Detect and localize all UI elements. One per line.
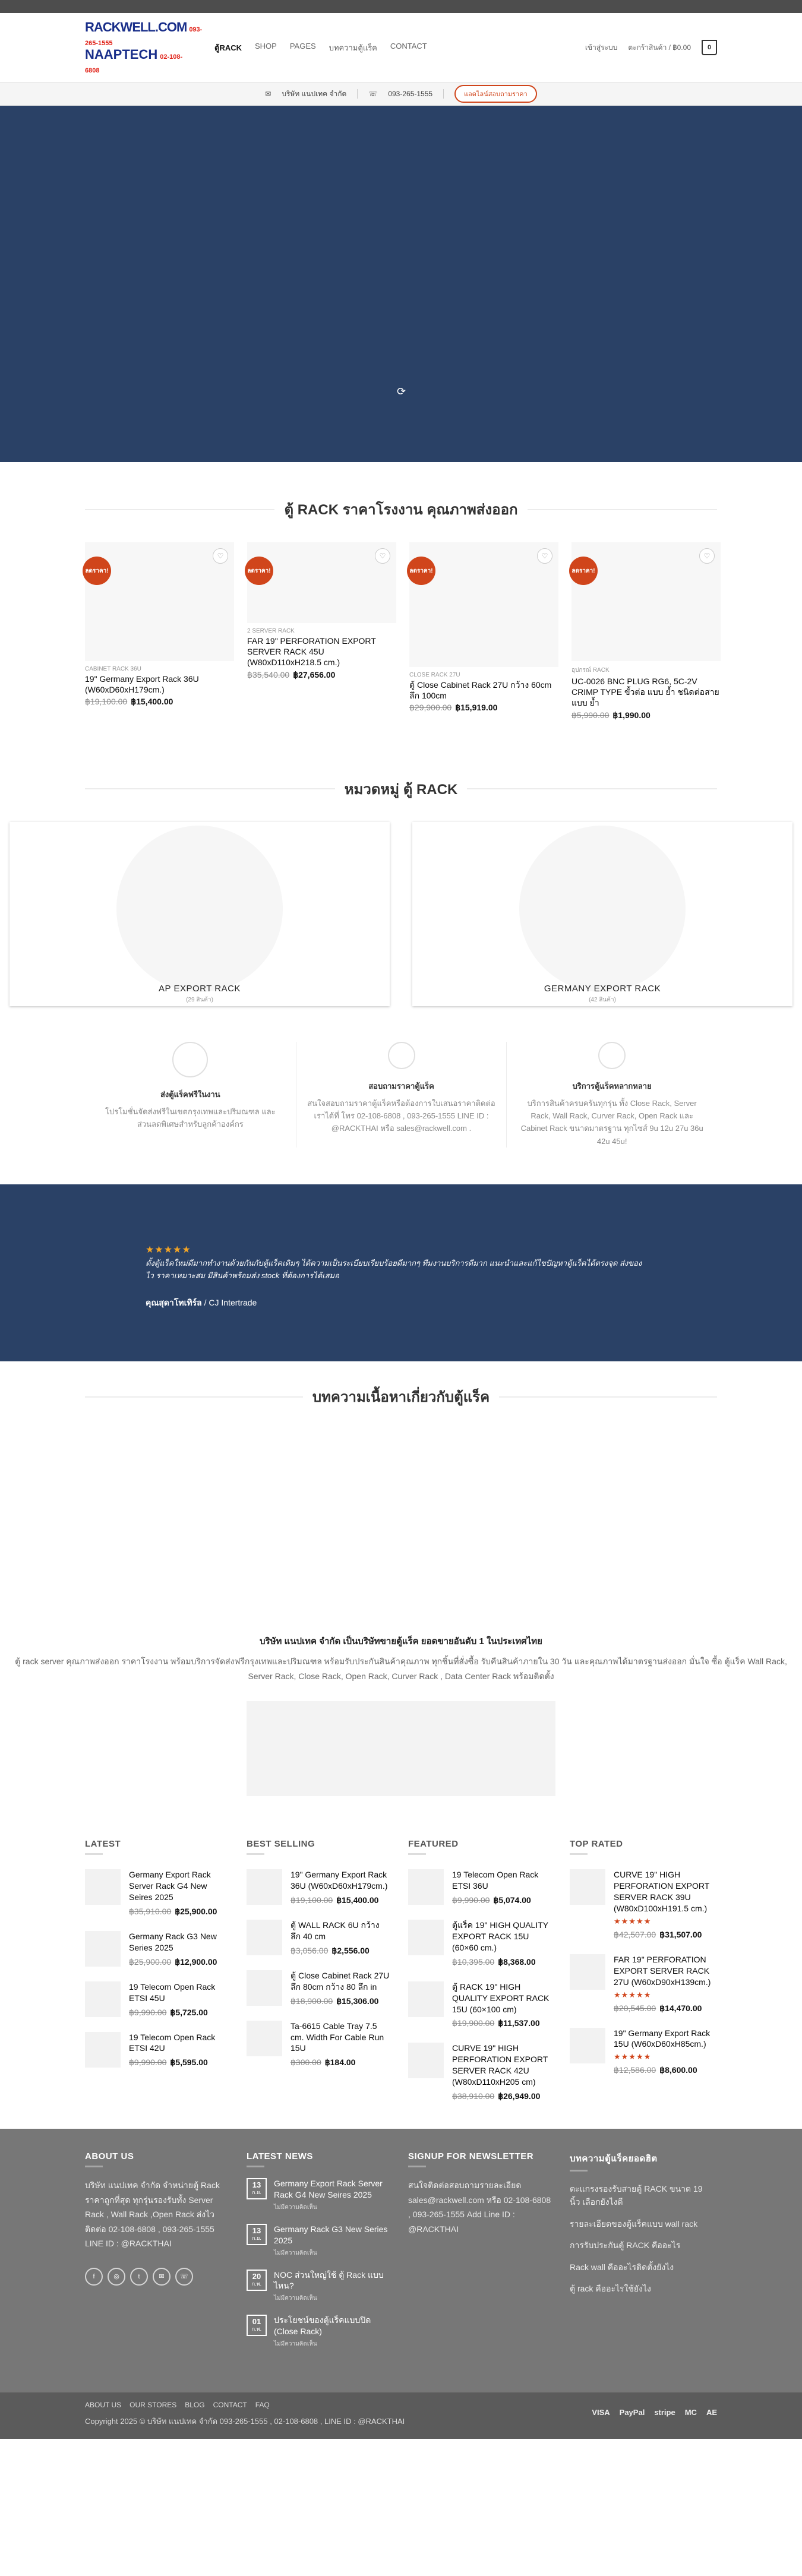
category-name: GERMANY EXPORT RACK [544,983,661,994]
rating-stars: ★★★★★ [146,1245,191,1256]
widget-top-rated [570,1839,713,2101]
feature-title: สอบถามราคาตู้แร็ค [368,1081,434,1091]
date-day: 13 [252,2226,261,2235]
wishlist-heart-icon[interactable]: ♡ [699,548,715,564]
category-image [116,826,283,992]
phone-icon: ☏ [368,90,378,98]
truck-icon [172,1042,208,1077]
date-badge [247,2315,267,2336]
sale-price: ฿15,400.00 [336,1895,379,1905]
product-thumb[interactable] [408,1869,444,1905]
date-month: ก.พ. [251,2326,262,2332]
stripe-icon: stripe [654,2408,675,2417]
footer-nav-contact[interactable]: CONTACT [213,2401,247,2409]
wishlist-heart-icon[interactable]: ♡ [375,548,390,564]
twitter-icon[interactable]: t [130,2268,148,2286]
widget-item[interactable] [85,1931,229,1967]
old-price: ฿3,056.00 [291,1945,329,1955]
product-category: 2 SERVER RACK [247,628,295,634]
old-price: ฿9,990.00 [129,2057,167,2068]
social-icons [85,2268,229,2286]
footer-nav-blog[interactable]: BLOG [185,2401,205,2409]
widget-item[interactable] [247,1920,390,1956]
footer-nav-stores[interactable]: OUR STORES [130,2401,177,2409]
product-price [291,2057,390,2068]
sale-price: ฿15,400.00 [131,697,173,707]
sale-price: ฿184.00 [324,2057,356,2068]
logo-phone-2: 02-108-6808 [85,53,183,75]
company-desc: ตู้ rack server คุณภาพส่งออก ราคาโรงงาน พร้อมบริการจัดส่งฟรีกรุงเทพและปริมณฑล พร้อมรับประกันสินค้าคุณภาพ ทุกชิ้นที่สั่งซื้อ รับคืนสินค้าภายใน 30 วัน และคุณภาพได้มาตรฐานส่งออก มั่นใจ ซื้อ ตู้แร็ค Wall Rack, Server Rack, Close Rack, Open Rack, Curver Rack , Data Center Rack พร้อมติดตั้ง [15,1657,787,1681]
top-strip [0,0,802,13]
category-count: (29 สินค้า) [186,996,213,1003]
product-thumb[interactable] [85,1931,121,1967]
footer-nav-about[interactable]: ABOUT US [85,2401,122,2409]
feature-boxes [0,1042,802,1148]
category-grid [0,822,802,1006]
phone-icon[interactable]: ☏ [175,2268,193,2286]
company-image [247,1701,555,1796]
rating-stars: ★★★★★ [614,1916,652,1926]
sale-price: ฿12,900.00 [175,1957,217,1967]
product-price [129,1957,229,1967]
date-badge [247,2270,267,2291]
old-price: ฿25,900.00 [129,1957,172,1967]
product-thumb[interactable] [570,2028,605,2063]
footer-link[interactable]: ตะแกรงรองรับสายตู้ RACK ขนาด 19 นิ้ว เลือกยังไงดี [570,2184,703,2207]
phone-icon [388,1042,415,1069]
divider [85,788,335,789]
phone-number[interactable]: 093-265-1555 [388,90,433,98]
product-name[interactable]: CURVE 19" HIGH PERFORATION EXPORT SERVER RACK 39U (W80xD100xH191.5 cm.) [614,1870,710,1913]
product-price [614,2065,713,2075]
news-title[interactable]: NOC ส่วนใหญ่ใช้ ตู้ Rack แบบไหน? [274,2270,384,2291]
footer-nav-faq[interactable]: FAQ [255,2401,270,2409]
product-price [129,2008,229,2018]
product-thumb[interactable] [408,1920,444,1955]
cart-icon[interactable]: 0 [702,40,717,55]
feature-desc: สนใจสอบถามราคาตู้แร็คหรือต้องการใบเสนอราคาติดต่อเราได้ที่ โทร 02-108-6808 , 093-265-1555 LINE ID : @RACKTHAI หรือ sales@rackwell.com . [307,1098,495,1133]
payment-icons [592,2408,717,2417]
date-month: ก.ย. [252,2189,261,2195]
nav-item-rack[interactable]: ตู้RACK [214,43,242,52]
product-grid [0,542,802,720]
product-thumb[interactable] [85,2032,121,2068]
email-icon[interactable]: ✉ [153,2268,170,2286]
product-price [614,1930,713,1940]
product-name[interactable]: 19 Telecom Open Rack ETSI 42U [129,2032,216,2053]
product-thumb[interactable] [570,1954,605,1990]
sale-price: ฿25,900.00 [175,1906,217,1916]
feature-box [85,1042,296,1148]
old-price: ฿18,900.00 [291,1996,333,2006]
news-meta: ไม่มีความคิดเห็น [274,2295,317,2302]
facebook-icon[interactable]: f [85,2268,103,2286]
product-price [452,1895,552,1905]
sale-price: ฿11,537.00 [498,2018,540,2028]
newsletter-text: สนใจติดต่อสอบถามรายละเอียด sales@rackwell.com หรือ 02-108-6808 , 093-265-1555 Add Line ID : @RACKTHAI [408,2180,551,2234]
product-price [614,2003,713,2014]
company-title: บริษัท แนปเทค จํากัด เป็นบริษัทขายตู้แร็ค ยอดขายอันดับ 1 ในประเทศไทย [260,1636,542,1647]
sale-price: ฿5,074.00 [493,1895,531,1905]
product-thumb[interactable] [570,1869,605,1905]
widget-item[interactable] [85,1981,229,2018]
feature-box [506,1042,717,1148]
category-card[interactable] [10,822,390,1006]
loading-icon: ⟳ [397,385,406,397]
logo-text-2: NAAPTECH [85,47,158,62]
paypal-icon: PayPal [619,2408,645,2417]
amex-icon: AE [706,2408,717,2417]
product-thumb[interactable] [247,1920,282,1955]
product-price [291,1895,390,1905]
divider [443,89,444,99]
login-link[interactable]: เข้าสู่ระบบ [585,43,618,52]
feature-title: ส่งตู้แร็คฟรีในงาน [160,1089,220,1099]
wishlist-heart-icon[interactable]: ♡ [537,548,552,564]
widget-title: LATEST [85,1839,229,1855]
product-image[interactable] [85,542,234,661]
product-card[interactable] [247,542,396,720]
product-price [291,1996,390,2006]
line-contact-button[interactable]: แอดไลน์สอบถามราคา [454,85,537,103]
product-thumb[interactable] [247,1869,282,1905]
company-name: บริษัท แนปเทค จํากัด [282,89,347,98]
footer-link[interactable]: การรับประกันตู้ RACK คืออะไร [570,2240,681,2251]
footer-heading: ABOUT US [85,2151,229,2167]
categories-section-title [0,777,802,801]
old-price: ฿35,540.00 [247,669,290,679]
author-company: / CJ Intertrade [201,1298,257,1308]
sale-price: ฿8,368.00 [498,1957,536,1967]
date-day: 13 [252,2180,261,2189]
product-thumb[interactable] [247,1970,282,2006]
feature-box [296,1042,507,1148]
sale-price: ฿14,470.00 [659,2003,702,2013]
nav-item-pages[interactable]: PAGES [289,41,316,50]
product-card[interactable] [409,542,558,720]
product-price [452,2018,552,2028]
news-title[interactable]: Germany Rack G3 New Series 2025 [274,2224,388,2245]
widget-item[interactable] [247,1970,390,2006]
news-item[interactable] [247,2178,390,2212]
feature-title: บริการตู้แร็คหลากหลาย [572,1081,652,1091]
product-name[interactable]: Germany Export Rack Server Rack G4 New Seires 2025 [129,1870,211,1902]
divider [357,89,358,99]
sale-badge: ลดราคา! [245,557,273,585]
section-heading: ตู้ RACK ราคาโรงงาน คุณภาพส่งออก [284,502,518,518]
sale-badge: ลดราคา! [569,557,598,585]
old-price: ฿5,990.00 [571,710,610,720]
site-header [0,13,802,82]
footer-links [570,2151,713,2392]
old-price: ฿12,586.00 [614,2065,656,2075]
old-price: ฿9,990.00 [452,1895,490,1905]
footer-news [247,2151,390,2392]
date-badge [247,2178,267,2199]
widget-title: BEST SELLING [247,1839,390,1855]
sale-badge: ลดราคา! [83,557,111,585]
divider [85,509,274,510]
old-price: ฿19,900.00 [452,2018,495,2028]
product-thumb[interactable] [85,1981,121,2017]
visa-icon: VISA [592,2408,610,2417]
product-thumb[interactable] [408,2043,444,2078]
sale-price: ฿5,725.00 [170,2007,208,2017]
product-name[interactable]: FAR 19" PERFORATION EXPORT SERVER RACK 27U (W60xD90xH139cm.) [614,1954,711,1987]
widget-item[interactable] [570,1869,713,1940]
sale-price: ฿5,595.00 [170,2057,208,2068]
news-item[interactable] [247,2224,390,2258]
product-name[interactable]: ตู้ WALL RACK 6U กว้าง ลึก 40 cm [291,1920,380,1941]
product-image[interactable] [409,542,558,667]
mastercard-icon: MC [684,2408,697,2417]
product-name[interactable]: ตู้ Close Cabinet Rack 27U กว้าง 60cm ลึก 100cm [409,680,552,701]
site-footer [0,2129,802,2392]
news-meta: ไม่มีความคิดเห็น [274,2341,317,2348]
widget-title: TOP RATED [570,1839,713,1855]
footer-heading: SIGNUP FOR NEWSLETTER [408,2151,552,2167]
site-logo[interactable] [85,19,203,75]
old-price: ฿29,900.00 [409,703,452,713]
date-day: 01 [252,2317,261,2327]
sale-price: ฿26,949.00 [498,2091,541,2101]
product-price [247,670,396,680]
wishlist-heart-icon[interactable]: ♡ [213,548,228,564]
copyright-text: Copyright 2025 © บริษัท แนปเทค จํากัด 093-265-1555 , 02-108-6808 , LINE ID : @RACKTHAI [85,2417,405,2426]
product-thumb[interactable] [408,1981,444,2017]
product-name[interactable]: ตู้ RACK 19" HIGH QUALITY EXPORT RACK 15U (60×100 cm) [452,1981,550,2014]
product-name[interactable]: 19" Germany Export Rack 36U (W60xD60xH179cm.) [291,1870,388,1891]
category-name: AP EXPORT RACK [159,983,241,994]
product-name[interactable]: FAR 19" PERFORATION EXPORT SERVER RACK 45U (W80xD110xH218.5 cm.) [247,636,376,668]
product-category: อุปกรณ์ RACK [571,667,610,674]
divider [499,1396,717,1398]
product-category: CABINET RACK 36U [85,666,141,672]
footer-newsletter [408,2151,552,2392]
widget-title: FEATURED [408,1839,552,1855]
nav-item-shop[interactable]: SHOP [255,41,277,50]
old-price: ฿20,545.00 [614,2003,656,2013]
product-name[interactable]: CURVE 19" HIGH PERFORATION EXPORT SERVER RACK 42U (W80xD110xH205 cm) [452,2043,548,2087]
divider [467,788,717,789]
logo-phone: 093-265-1555 [85,26,203,47]
widget-latest [85,1839,229,2101]
author-name: คุณสุดาโทเทิร์ล [146,1298,202,1308]
footer-heading: บทความตู้แร็คยอดฮิต [570,2151,713,2172]
old-price: ฿35,910.00 [129,1906,172,1916]
product-price [129,1907,229,1917]
footer-bottom [0,2392,802,2439]
category-card[interactable] [412,822,792,1006]
footer-link[interactable]: รายละเอียดของตู้แร็คแบบ wall rack [570,2218,698,2229]
sale-price: ฿27,656.00 [293,669,336,679]
testimonial-quote: ตั้งตู้แร็คใหม่ดีมากทำงานด้วยกันกับตู้แร็คเดิมๆ ได้ความเป็นระเบียบเรียบร้อยดีมากๆ ทีมงานบริการดีมาก แนะนำและแก้ไขปัญหาตู้แร็คได้ตรงจุด ส่งของไว ราคาเหมาะสม มีสินค้าพร้อมส่ง stock ที่ต้องการได้เสมอ [146,1259,642,1281]
sale-price: ฿15,919.00 [455,703,498,713]
date-day: 20 [252,2271,261,2281]
sale-price: ฿2,556.00 [331,1945,370,1955]
widget-best-selling [247,1839,390,2101]
news-item[interactable] [247,2315,390,2349]
footer-link[interactable]: Rack wall คืออะไรติดตั้งยังไง [570,2262,674,2272]
old-price: ฿9,990.00 [129,2007,167,2017]
old-price: ฿19,100.00 [85,697,128,707]
header-bottom-bar [0,82,802,106]
date-month: ก.ย. [252,2234,261,2241]
product-name[interactable]: ตู้แร็ค 19" HIGH QUALITY EXPORT RACK 15U (60×60 cm.) [452,1920,548,1952]
product-name[interactable]: ตู้ Close Cabinet Rack 27U ลึก 80cm กว้าง 80 ลึก in [291,1970,390,1992]
widget-item[interactable] [408,1981,552,2029]
section-heading: บทความเนื้อหาเกี่ยวกับตู้แร็ค [312,1389,490,1406]
cart-link[interactable]: ตะกร้าสินค้า / ฿0.00 [628,43,691,52]
product-card[interactable] [85,542,234,720]
hero-slider[interactable] [0,106,802,462]
sale-price: ฿31,507.00 [659,1929,702,1939]
logo-text: RACKWELL.COM [85,19,187,34]
date-month: ก.พ. [251,2280,262,2287]
rating-stars: ★★★★★ [614,1990,652,1999]
footer-heading: LATEST NEWS [247,2151,390,2167]
nav-item-contact[interactable]: CONTACT [390,41,427,50]
date-badge [247,2224,267,2245]
product-image[interactable] [571,542,721,661]
product-price [452,2091,552,2101]
widget-item[interactable] [247,1869,390,1905]
product-name[interactable]: 19" Germany Export Rack 15U (W60xD60xH85cm.) [614,2028,711,2049]
news-meta: ไม่มีความคิดเห็น [274,2249,317,2256]
nav-item-articles[interactable]: บทความตู้แร็ค [329,43,377,52]
feature-desc: โปรโมชั่นจัดส่งฟรีในเขตกรุงเทพและปริมณฑล และส่วนลดพิเศษสำหรับลูกค้าองค์กร [105,1107,276,1129]
product-image[interactable] [247,542,396,623]
product-thumb[interactable] [247,2021,282,2056]
widget-item[interactable] [85,2032,229,2068]
footer-link[interactable]: ตู้ rack คืออะไรใช้ยังไง [570,2283,651,2293]
feature-desc: บริการสินค้าครบครันทุกรุ่น ทั้ง Close Rack, Server Rack, Wall Rack, Curver Rack, Open Rack และ Cabinet Rack ขนาดมาตรฐาน ทุกไซส์ 9u 12u 27u 36u 42u 45u! [520,1098,703,1146]
old-price: ฿42,507.00 [614,1929,656,1939]
product-name[interactable]: 19" Germany Export Rack 36U (W60xD60xH179cm.) [85,674,199,695]
testimonial-section [0,1184,802,1361]
divider [85,1396,303,1398]
product-card[interactable] [571,542,721,720]
product-category: CLOSE RACK 27U [409,672,460,678]
widget-item[interactable] [570,2028,713,2076]
instagram-icon[interactable]: ◎ [108,2268,125,2286]
server-icon [598,1042,626,1069]
old-price: ฿38,910.00 [452,2091,495,2101]
divider [528,509,717,510]
widget-item[interactable] [408,1920,552,1967]
mail-icon: ✉ [265,90,271,98]
category-image [519,826,686,992]
category-count: (42 สินค้า) [589,996,616,1003]
about-text: บริษัท แนปเทค จํากัด จำหน่ายตู้ Rack ราคาถูกที่สุด ทุกรุ่นรองรับทั้ง Server Rack , Wall Rack ,Open Rack ส่งไว ติดต่อ 02-108-6808 , 093-265-1555 LINE ID : @RACKTHAI [85,2180,220,2248]
product-price [409,703,558,713]
widget-featured [408,1839,552,2101]
old-price: ฿10,395.00 [452,1957,495,1967]
sale-price: ฿15,306.00 [336,1996,379,2006]
widget-item[interactable] [408,2043,552,2101]
company-intro [0,1634,802,1796]
product-name[interactable]: UC-0026 BNC PLUG RG6, 5C-2V CRIMP TYPE ขั้วต่อ แบบ ย้ำ ชนิดต่อสาย แบบ ย้ำ [571,677,719,708]
news-meta: ไม่มีความคิดเห็น [274,2204,317,2211]
product-price [85,697,234,707]
products-section-title [0,498,802,521]
product-name[interactable]: Ta-6615 Cable Tray 7.5 cm. Width For Cable Run 15U [291,2021,384,2053]
product-price [571,710,721,720]
sale-badge: ลดราคา! [407,557,435,585]
sale-price: ฿8,600.00 [659,2065,697,2075]
widget-item[interactable] [570,1954,713,2014]
widget-item[interactable] [247,2021,390,2068]
product-widgets [0,1839,802,2101]
widget-item[interactable] [408,1869,552,1905]
sale-price: ฿1,990.00 [612,710,651,720]
news-title[interactable]: ประโยชน์ของตู้แร็คแบบปิด (Close Rack) [274,2315,371,2337]
product-name[interactable]: Germany Rack G3 New Series 2025 [129,1931,217,1952]
articles-section-title [0,1385,802,1408]
news-title[interactable]: Germany Export Rack Server Rack G4 New Seires 2025 [274,2179,383,2199]
product-price [452,1957,552,1967]
product-price [129,2057,229,2068]
widget-item[interactable] [85,1869,229,1917]
footer-about [85,2151,229,2392]
old-price: ฿300.00 [291,2057,321,2068]
articles-slider [0,1408,802,1634]
testimonial-author [146,1297,257,1310]
rating-stars: ★★★★★ [614,2052,652,2062]
old-price: ฿19,100.00 [291,1895,333,1905]
news-item[interactable] [247,2270,390,2303]
product-name[interactable]: 19 Telecom Open Rack ETSI 36U [452,1870,539,1891]
product-price [291,1946,390,1956]
section-heading: หมวดหมู่ ตู้ RACK [344,781,458,798]
main-nav [214,42,427,54]
product-thumb[interactable] [85,1869,121,1905]
product-name[interactable]: 19 Telecom Open Rack ETSI 45U [129,1981,216,2003]
